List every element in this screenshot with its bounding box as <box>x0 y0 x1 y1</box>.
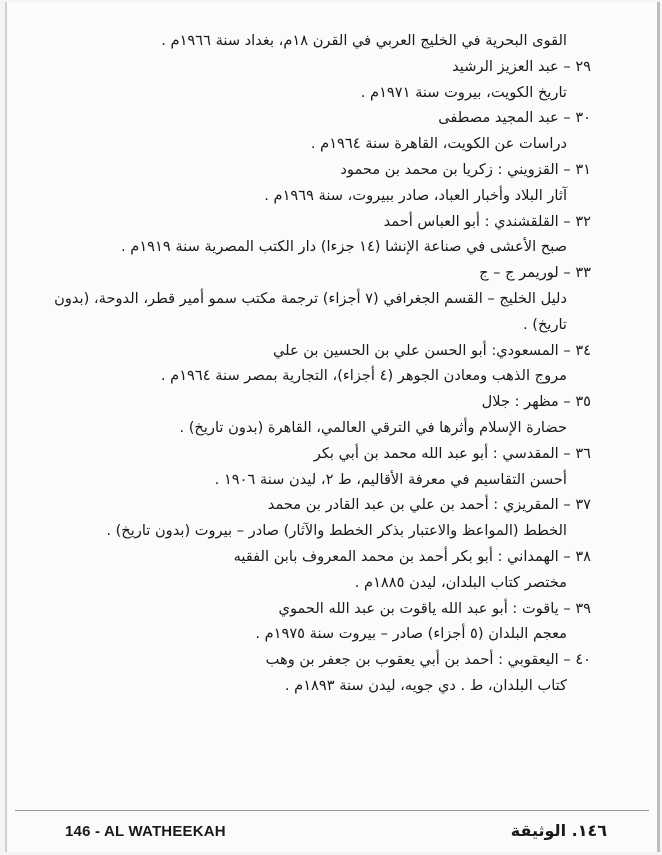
reference-title: الخطط (المواعظ والاعتبار بذكر الخطط والآثار) صادر – بيروت (بدون تاريخ) . <box>106 522 567 540</box>
reference-title: كتاب البلدان، ط . دي جويه، ليدن سنة ١٨٩٣م . <box>284 676 567 694</box>
reference-entry-30 <box>25 105 639 157</box>
reference-author: ٣٨ – الهمداني : أبو بكر أحمد بن محمد المعروف بابن الفقيه <box>233 547 591 565</box>
reference-entry-32 <box>25 209 639 261</box>
reference-title: دليل الخليج – القسم الجغرافي (٧ أجزاء) ترجمة مكتب سمو أمير قطر، الدوحة، (بدون تاريخ) . <box>54 289 567 333</box>
reference-entry-38 <box>25 544 639 596</box>
reference-author: ٣٢ – القلقشندي : أبو العباس أحمد <box>383 212 591 230</box>
reference-title: مروج الذهب ومعادن الجوهر (٤ أجزاء)، التجارية بمصر سنة ١٩٦٤م . <box>160 367 567 385</box>
reference-title: تاريخ الكويت، بيروت سنة ١٩٧١م . <box>360 83 567 101</box>
reference-author: ٢٩ – عبد العزيز الرشيد <box>452 57 591 75</box>
reference-title: مختصر كتاب البلدان، ليدن ١٨٨٥م . <box>354 573 567 591</box>
reference-entry-29 <box>25 54 639 106</box>
footer-divider <box>15 810 649 811</box>
continuation-line: القوى البحرية في الخليج العربي في القرن ١٨م، بغداد سنة ١٩٦٦م . <box>161 32 567 49</box>
reference-author: ٣٩ – ياقوت : أبو عبد الله ياقوت بن عبد الله الحموي <box>278 599 591 617</box>
reference-entry-33 <box>25 260 639 337</box>
reference-author: ٣٠ – عبد المجيد مصطفى <box>438 109 591 127</box>
reference-author: ٤٠ – اليعقوبي : أحمد بن أبي يعقوب بن جعفر بن وهب <box>265 651 591 669</box>
reference-author: ٣١ – القزويني : زكريا بن محمد بن محمود <box>340 160 591 178</box>
reference-author: ٣٤ – المسعودي: أبو الحسن علي بن الحسين بن علي <box>272 341 591 359</box>
reference-title: أحسن التقاسيم في معرفة الأقاليم، ط ٢، ليدن سنة ١٩٠٦ . <box>214 470 567 488</box>
references-list <box>25 28 639 699</box>
footer-page-label: 146 - AL WATHEEKAH <box>65 823 226 840</box>
reference-title: حضارة الإسلام وأثرها في الترقي العالمي، القاهرة (بدون تاريخ) . <box>179 418 567 436</box>
reference-entry-31 <box>25 157 639 209</box>
page-footer <box>7 810 657 850</box>
reference-entry-37 <box>25 492 639 544</box>
page <box>5 2 660 852</box>
reference-entry-34 <box>25 338 639 390</box>
reference-entry-35 <box>25 389 639 441</box>
reference-entry-36 <box>25 441 639 493</box>
reference-title: دراسات عن الكويت، القاهرة سنة ١٩٦٤م . <box>310 135 567 153</box>
reference-author: ٣٧ – المقريزي : أحمد بن علي بن عبد القادر بن محمد <box>267 496 591 514</box>
reference-title: صبح الأعشى في صناعة الإنشا (١٤ جزءا) دار الكتب المصرية سنة ١٩١٩م . <box>121 238 567 256</box>
reference-entry-40 <box>25 647 639 699</box>
reference-author: ٣٦ – المقدسي : أبو عبد الله محمد بن أبي بكر <box>313 444 591 462</box>
reference-title: آثار البلاد وأخبار العباد، صادر ببيروت، سنة ١٩٦٩م . <box>264 186 567 204</box>
reference-author: ٣٥ – مظهر : جلال <box>481 393 591 411</box>
reference-title: معجم البلدان (٥ أجزاء) صادر – بيروت سنة ١٩٧٥م . <box>255 625 567 643</box>
footer-page-label-arabic: ١٤٦. الوثيقة <box>510 821 607 840</box>
reference-author: ٣٣ – لوريمر ج – ج <box>479 264 591 282</box>
reference-entry-39 <box>25 596 639 648</box>
